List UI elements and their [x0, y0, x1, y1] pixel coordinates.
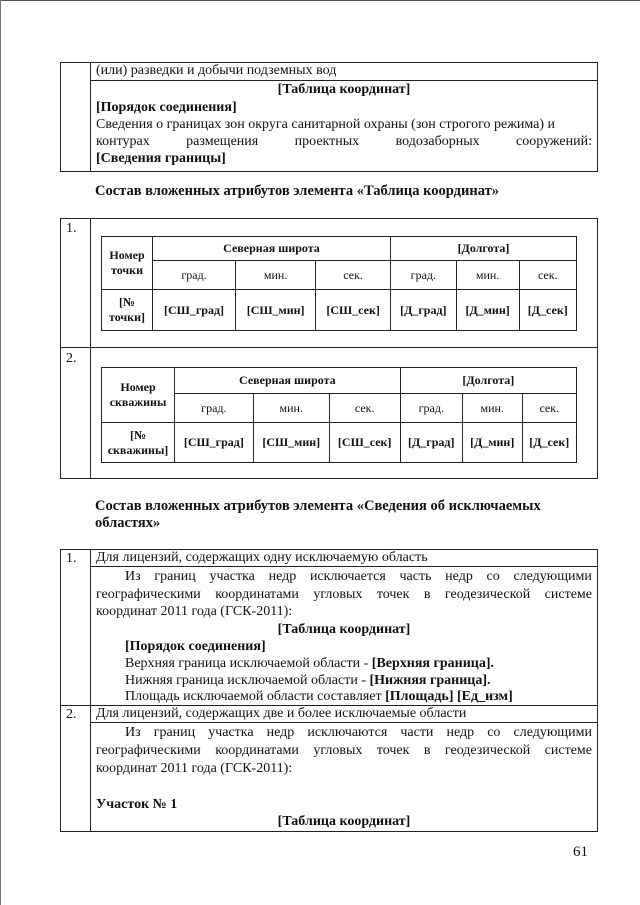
unit-minutes: мин.: [253, 394, 329, 423]
word: участка: [208, 725, 254, 740]
word: координатами: [215, 743, 299, 758]
word: водозаборных: [395, 134, 480, 149]
area-tag: [Площадь] [Ед_изм]: [385, 689, 513, 704]
word: недр: [445, 569, 473, 584]
lower-boundary-text: Нижняя граница исключаемой области -: [125, 673, 370, 688]
word: следующими: [513, 725, 592, 740]
row-title: Для лицензий, содержащих одну исключаемую область: [96, 550, 428, 565]
word: со: [487, 725, 501, 740]
coordinates-points-table: [101, 236, 577, 331]
header-point-number: Номер точки: [102, 237, 153, 290]
page-number: 61: [573, 844, 588, 860]
outer-table-border: [90, 218, 91, 479]
word: границ: [154, 569, 196, 584]
unit-degrees: град.: [153, 261, 236, 290]
word: координатами: [215, 587, 299, 602]
unit-degrees: град.: [175, 394, 254, 423]
top-rule: [0, 0, 640, 1]
tag-coordinates-table: [Таблица координат]: [277, 814, 411, 829]
excl-table-border: [597, 549, 598, 832]
header-longitude: [Долгота]: [391, 237, 577, 261]
word: угловых: [313, 743, 363, 758]
word: географическими: [96, 743, 201, 758]
word: географическими: [96, 587, 201, 602]
page-left-edge: [0, 0, 1, 905]
word: Из: [125, 725, 141, 740]
upper-boundary-line: [125, 655, 494, 673]
header-north-latitude: Северная широта: [175, 368, 401, 394]
unit-seconds: сек.: [519, 261, 576, 290]
para-line: координат 2011 года (ГСК-2011):: [96, 604, 293, 619]
para-line: [125, 568, 592, 586]
cell-lat-sec: [СШ_сек]: [316, 290, 391, 331]
word: геодезической: [444, 587, 531, 602]
para-line: [96, 586, 592, 604]
top-table-border: [60, 62, 61, 172]
tag-connection-order: [Порядок соединения]: [96, 100, 237, 115]
word: следующими: [513, 569, 592, 584]
outer-table-border: [60, 347, 598, 348]
word: размещения: [186, 134, 259, 149]
boundaries-text: Сведения о границах зон округа санитарной охраны (зон строгого режима) и: [96, 117, 556, 132]
word: системе: [544, 587, 592, 602]
cell-point-number: [№ точки]: [102, 290, 153, 331]
section-title-excluded-areas: Состав вложенных атрибутов элемента «Сведения об исключаемых: [95, 498, 541, 514]
para-line: [125, 724, 592, 742]
cell-lon-sec: [Д_сек]: [519, 290, 576, 331]
cell-lon-sec: [Д_сек]: [522, 423, 576, 463]
cell-lat-min: [СШ_мин]: [253, 423, 329, 463]
para-line: [96, 742, 592, 760]
header-north-latitude: Северная широта: [153, 237, 391, 261]
tag-connection-order: [Порядок соединения]: [125, 639, 266, 654]
plot-number: Участок № 1: [96, 797, 178, 812]
area-text: Площадь исключаемой области составляет: [125, 689, 386, 704]
upper-boundary-text: Верхняя граница исключаемой области -: [125, 656, 372, 671]
row-number: 1.: [66, 221, 77, 236]
word: недр: [268, 569, 297, 584]
outer-table-border: [60, 478, 598, 479]
cell-lon-min: [Д_мин]: [462, 423, 522, 463]
word: контурах: [96, 134, 150, 149]
cell-lat-min: [СШ_мин]: [236, 290, 316, 331]
word: исключается: [309, 569, 386, 584]
header-longitude: [Долгота]: [400, 368, 576, 394]
word: проектных: [294, 134, 360, 149]
area-line: [125, 688, 513, 706]
word: системе: [544, 743, 592, 758]
header-well-number: Номер скважины: [102, 368, 175, 423]
row-number: 2.: [66, 351, 77, 366]
top-table-border: [60, 171, 598, 172]
word: угловых: [313, 587, 363, 602]
unit-minutes: мин.: [456, 261, 519, 290]
excl-table-border: [60, 831, 598, 832]
word: точек: [376, 587, 410, 602]
unit-minutes: мин.: [462, 394, 522, 423]
outer-table-border: [597, 218, 598, 479]
excl-table-border: [90, 549, 91, 832]
word: Из: [125, 569, 141, 584]
word: исключаются: [307, 725, 388, 740]
word: участка: [209, 569, 255, 584]
word: геодезической: [444, 743, 531, 758]
cell-lon-deg: [Д_град]: [400, 423, 462, 463]
section-title-excluded-areas-cont: областях»: [95, 515, 161, 531]
row-number: 1.: [66, 551, 77, 566]
coordinates-wells-table: [101, 367, 577, 463]
row-number: 2.: [66, 707, 77, 722]
top-table-border: [90, 62, 91, 172]
upper-boundary-tag: [Верхняя граница].: [371, 656, 495, 671]
word: части: [400, 725, 434, 740]
word: со: [486, 569, 500, 584]
cell-lon-deg: [Д_град]: [391, 290, 457, 331]
unit-degrees: град.: [391, 261, 457, 290]
word: сооружений:: [516, 134, 592, 149]
outer-table-border: [60, 218, 598, 219]
lower-boundary-tag: [Нижняя граница].: [369, 673, 491, 688]
cell-lat-deg: [СШ_град]: [153, 290, 236, 331]
unit-seconds: сек.: [522, 394, 576, 423]
word: недр: [266, 725, 295, 740]
para-line: координат 2011 года (ГСК-2011):: [96, 761, 293, 776]
tag-coordinates-table: [Таблица координат]: [277, 622, 411, 637]
word: точек: [376, 743, 410, 758]
word: недр: [446, 725, 475, 740]
cell-lon-min: [Д_мин]: [456, 290, 519, 331]
tag-boundaries: [Сведения границы]: [96, 151, 226, 166]
excl-table-border: [60, 549, 61, 832]
unit-degrees: град.: [400, 394, 462, 423]
word: в: [423, 743, 431, 758]
section-title-coordinates: Состав вложенных атрибутов элемента «Таблица координат»: [95, 183, 499, 199]
row-title: Для лицензий, содержащих две и более исключаемые области: [96, 706, 467, 721]
unit-seconds: сек.: [316, 261, 391, 290]
word: в: [423, 587, 431, 602]
tag-coordinates-table: [Таблица координат]: [277, 82, 411, 97]
outer-table-border: [60, 218, 61, 479]
word: границ: [153, 725, 196, 740]
cell-lat-sec: [СШ_сек]: [329, 423, 400, 463]
boundaries-text: [96, 133, 592, 151]
unit-seconds: сек.: [329, 394, 400, 423]
unit-minutes: мин.: [236, 261, 316, 290]
cell-well-number: [№ скважины]: [102, 423, 175, 463]
top-table-line: (или) разведки и добычи подземных вод: [96, 63, 337, 78]
word: часть: [399, 569, 432, 584]
cell-lat-deg: [СШ_град]: [175, 423, 254, 463]
top-table-border: [597, 62, 598, 172]
